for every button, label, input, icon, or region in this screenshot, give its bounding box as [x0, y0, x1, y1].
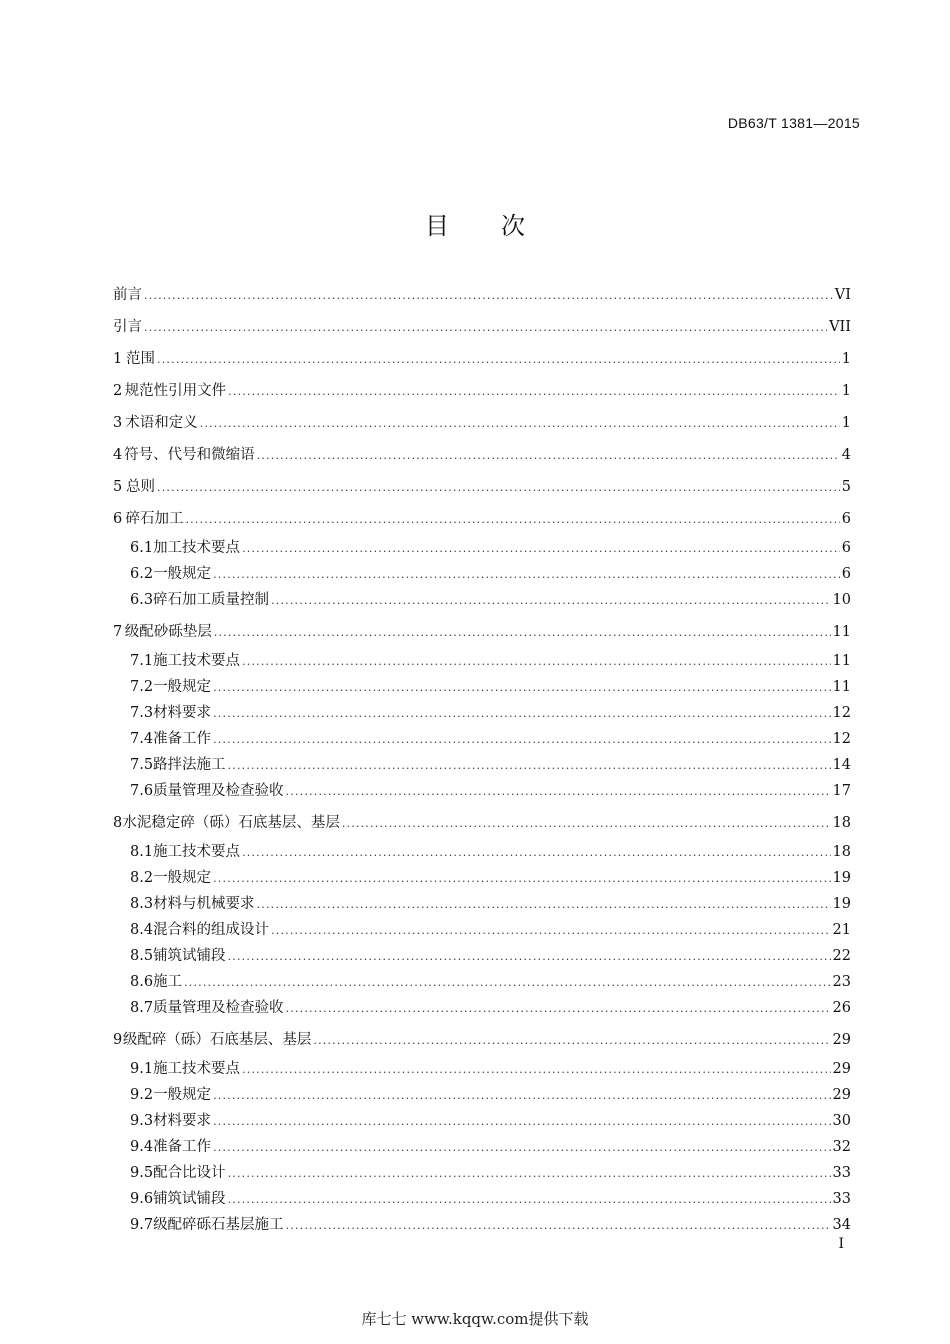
toc-leader-dots [213, 869, 830, 889]
toc-entry[interactable] [113, 755, 851, 776]
toc-entry-label: 规范性引用文件 [124, 383, 227, 399]
toc-entry-label: 前言 [113, 287, 142, 303]
toc-entry-number: 4 [113, 447, 123, 463]
toc-entry-number: 8.5 [130, 948, 154, 964]
toc-entry-number: 7.3 [130, 705, 154, 721]
toc-entry[interactable] [113, 413, 851, 434]
toc-entry-page: 12 [832, 705, 851, 721]
toc-entry-page: 6 [841, 540, 851, 556]
toc-entry-number: 9.5 [130, 1165, 154, 1181]
toc-entry-page: 33 [832, 1191, 851, 1207]
toc-entry-number: 9.7 [130, 1217, 154, 1233]
toc-entry-page: 29 [832, 1087, 851, 1103]
toc-leader-dots [228, 1190, 831, 1210]
toc-entry-page: 11 [832, 653, 851, 669]
toc-entry-label: 一般规定 [153, 679, 212, 695]
toc-entry-number: 7.4 [130, 731, 154, 747]
download-watermark: 库七七 www.kqqw.com提供下载 [361, 1310, 589, 1328]
toc-entry-number: 7.6 [130, 783, 154, 799]
toc-entry[interactable] [113, 729, 851, 750]
toc-entry-label: 材料要求 [153, 705, 212, 721]
toc-entry-page: 4 [841, 447, 851, 463]
toc-entry-page: VII [829, 319, 851, 335]
toc-entry-number: 2 [113, 383, 123, 399]
toc-entry[interactable] [113, 972, 851, 993]
toc-entry-number: 8 [113, 815, 123, 831]
toc-leader-dots [213, 704, 830, 724]
toc-entry-page: 6 [841, 566, 851, 582]
toc-entry-page: 11 [832, 679, 851, 695]
toc-entry-page: 22 [832, 948, 851, 964]
toc-entry[interactable] [113, 1189, 851, 1210]
page-number: I [838, 1236, 844, 1252]
toc-entry[interactable] [113, 651, 851, 672]
toc-entry-page: 1 [841, 415, 851, 431]
toc-entry[interactable] [113, 445, 851, 466]
toc-entry-page: 21 [832, 922, 851, 938]
toc-entry-number: 6 [113, 511, 123, 527]
toc-entry[interactable] [113, 317, 851, 338]
toc-entry-number: 9.1 [130, 1061, 154, 1077]
toc-entry-page: 10 [832, 592, 851, 608]
toc-entry-label: 质量管理及检查验收 [153, 783, 284, 799]
toc-entry-label: 准备工作 [153, 731, 212, 747]
toc-leader-dots [185, 510, 839, 530]
toc-entry-label: 施工技术要点 [153, 1061, 241, 1077]
toc-entry-page: 18 [832, 844, 851, 860]
toc-entry-number: 9.6 [130, 1191, 154, 1207]
toc-entry-page: 1 [841, 351, 851, 367]
toc-entry[interactable] [113, 813, 851, 834]
toc-entry-label: 引言 [113, 319, 142, 335]
toc-entry-label: 级配碎（砾）石底基层、基层 [122, 1032, 312, 1048]
toc-entry[interactable] [113, 703, 851, 724]
toc-leader-dots [242, 1060, 830, 1080]
toc-entry-number: 3 [113, 415, 123, 431]
toc-entry[interactable] [113, 1059, 851, 1080]
toc-entry-number: 9.4 [130, 1139, 154, 1155]
toc-entry-number: 8.6 [130, 974, 154, 990]
toc-entry-number: 5 [113, 479, 123, 495]
toc-entry-number: 6.2 [130, 566, 154, 582]
toc-entry[interactable] [113, 509, 851, 530]
toc-leader-dots [213, 730, 830, 750]
toc-entry-label: 级配砂砾垫层 [124, 624, 212, 640]
toc-leader-dots [213, 678, 830, 698]
toc-entry-page: 12 [832, 731, 851, 747]
toc-entry-number: 9.3 [130, 1113, 154, 1129]
toc-entry-number: 7.5 [130, 757, 154, 773]
toc-entry-label: 碎石加工质量控制 [153, 592, 270, 608]
toc-entry[interactable] [113, 564, 851, 585]
toc-leader-dots [157, 478, 840, 498]
toc-leader-dots [228, 947, 831, 967]
toc-leader-dots [286, 1216, 831, 1236]
toc-entry[interactable] [113, 538, 851, 559]
toc-entry-page: 6 [841, 511, 851, 527]
toc-leader-dots [213, 1086, 830, 1106]
toc-entry-label: 施工 [153, 974, 183, 990]
toc-entry[interactable] [113, 381, 851, 402]
toc-entry-page: 18 [832, 815, 851, 831]
toc-leader-dots [313, 1031, 830, 1051]
toc-entry-number: 6.3 [130, 592, 154, 608]
toc-entry-page: 26 [832, 1000, 851, 1016]
toc-entry-label: 碎石加工 [125, 511, 184, 527]
toc-leader-dots [242, 843, 830, 863]
toc-entry-label: 水泥稳定碎（砾）石底基层、基层 [122, 815, 340, 831]
toc-entry[interactable] [113, 622, 851, 643]
toc-entry[interactable] [113, 946, 851, 967]
toc-entry-number: 8.2 [130, 870, 154, 886]
toc-entry-page: 1 [841, 383, 851, 399]
toc-entry[interactable] [113, 1111, 851, 1132]
toc-entry-page: 14 [832, 757, 851, 773]
title-char-right: 次 [501, 212, 525, 240]
toc-entry-page: 19 [832, 870, 851, 886]
toc-entry-label: 一般规定 [153, 1087, 212, 1103]
toc-leader-dots [228, 382, 840, 402]
toc-entry-number: 7.2 [130, 679, 154, 695]
toc-entry-page: 29 [832, 1032, 851, 1048]
title-char-left: 目 [425, 212, 449, 240]
toc-leader-dots [271, 921, 830, 941]
toc-leader-dots [200, 414, 840, 434]
toc-entry-label: 质量管理及检查验收 [153, 1000, 284, 1016]
toc-entry-label: 一般规定 [153, 566, 212, 582]
toc-entry-number: 8.3 [130, 896, 154, 912]
toc-leader-dots [257, 895, 831, 915]
toc-leader-dots [213, 1138, 830, 1158]
toc-entry-label: 材料要求 [153, 1113, 212, 1129]
toc-entry[interactable] [113, 1030, 851, 1051]
toc-entry-label: 铺筑试铺段 [153, 1191, 226, 1207]
toc-entry-label: 级配碎砾石基层施工 [153, 1217, 284, 1233]
toc-entry-label: 符号、代号和微缩语 [124, 447, 255, 463]
toc-leader-dots [342, 814, 831, 834]
toc-entry-label: 铺筑试铺段 [153, 948, 226, 964]
toc-entry-page: 19 [832, 896, 851, 912]
toc-leader-dots [257, 446, 840, 466]
toc-entry[interactable] [113, 868, 851, 889]
toc-entry-page: 29 [832, 1061, 851, 1077]
toc-entry[interactable] [113, 1137, 851, 1158]
toc-entry-label: 施工技术要点 [153, 844, 241, 860]
toc-entry[interactable] [113, 590, 851, 611]
toc-entry[interactable] [113, 1085, 851, 1106]
toc-entry-number: 8.7 [130, 1000, 154, 1016]
toc-entry-page: 30 [832, 1113, 851, 1129]
toc-entry-page: 11 [832, 624, 851, 640]
toc-entry-page: 5 [841, 479, 851, 495]
toc-entry-number: 8.4 [130, 922, 154, 938]
toc-leader-dots [286, 999, 831, 1019]
toc-entry-label: 加工技术要点 [153, 540, 241, 556]
toc-entry-number: 9 [113, 1032, 123, 1048]
toc-leader-dots [213, 565, 840, 585]
toc-leader-dots [184, 973, 830, 993]
toc-entry-label: 材料与机械要求 [153, 896, 255, 912]
toc-entry-number: 1 [113, 351, 123, 367]
toc-entry-page: 34 [832, 1217, 851, 1233]
toc-entry-label: 总则 [126, 479, 156, 495]
toc-leader-dots [271, 591, 830, 611]
toc-entry-label: 配合比设计 [153, 1165, 226, 1181]
toc-leader-dots [242, 539, 840, 559]
toc-entry[interactable] [113, 998, 851, 1019]
toc-entry[interactable] [113, 1215, 851, 1236]
toc-entry-number: 7 [113, 624, 123, 640]
toc-entry-number: 8.1 [130, 844, 154, 860]
toc-entry[interactable] [113, 477, 851, 498]
toc-entry[interactable] [113, 920, 851, 941]
toc-entry-label: 路拌法施工 [153, 757, 226, 773]
standard-code: DB63/T 1381—2015 [727, 115, 860, 131]
page-title [0, 206, 950, 241]
toc-entry[interactable] [113, 349, 851, 370]
toc-entry[interactable] [113, 285, 851, 306]
toc-entry[interactable] [113, 842, 851, 863]
toc-entry-label: 施工技术要点 [153, 653, 241, 669]
toc-entry-label: 一般规定 [153, 870, 212, 886]
toc-entry-label: 范围 [126, 351, 156, 367]
toc-leader-dots [228, 1164, 831, 1184]
toc-leader-dots [144, 318, 827, 338]
toc-entry-page: 33 [832, 1165, 851, 1181]
toc-entry-page: VI [834, 287, 851, 303]
toc-entry-page: 23 [832, 974, 851, 990]
toc-entry-number: 6.1 [130, 540, 154, 556]
toc-leader-dots [157, 350, 840, 370]
toc-entry-label: 混合料的组成设计 [153, 922, 270, 938]
toc-leader-dots [214, 623, 831, 643]
toc-entry-label: 准备工作 [153, 1139, 212, 1155]
toc-entry[interactable] [113, 781, 851, 802]
toc-entry-number: 7.1 [130, 653, 154, 669]
toc-leader-dots [213, 1112, 830, 1132]
toc-entry[interactable] [113, 894, 851, 915]
toc-entry[interactable] [113, 1163, 851, 1184]
toc-leader-dots [286, 782, 831, 802]
toc-leader-dots [144, 286, 833, 306]
toc-entry[interactable] [113, 677, 851, 698]
toc-entry-number: 9.2 [130, 1087, 154, 1103]
toc-leader-dots [242, 652, 830, 672]
table-of-contents [113, 285, 851, 1236]
toc-leader-dots [228, 756, 831, 776]
toc-entry-page: 17 [832, 783, 851, 799]
toc-entry-label: 术语和定义 [125, 415, 198, 431]
toc-entry-page: 32 [832, 1139, 851, 1155]
